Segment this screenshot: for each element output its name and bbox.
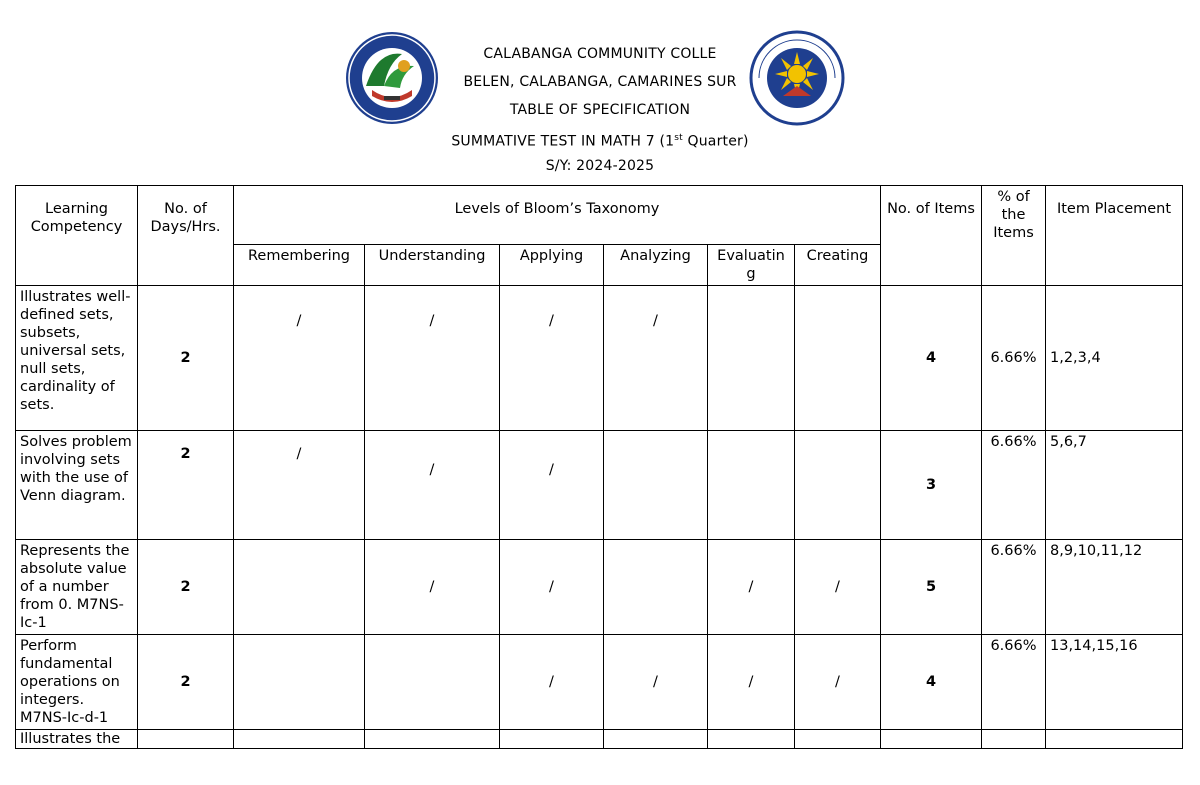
competency-cell: Illustrates the bbox=[16, 730, 138, 749]
header-row bbox=[16, 186, 1183, 245]
mark-understanding bbox=[365, 635, 500, 730]
mark-creating: / bbox=[795, 635, 881, 730]
level-applying: Applying bbox=[500, 245, 604, 286]
mark-understanding: / bbox=[365, 286, 500, 431]
specification-table bbox=[15, 185, 1183, 749]
mark-understanding: / bbox=[365, 540, 500, 635]
mark-creating: / bbox=[795, 540, 881, 635]
competency-cell: Represents the absolute value of a number from 0. M7NS-Ic-1 bbox=[16, 540, 138, 635]
mark-analyzing: / bbox=[604, 635, 708, 730]
mark-applying: / bbox=[500, 431, 604, 540]
level-analyzing: Analyzing bbox=[604, 245, 708, 286]
mark-applying bbox=[500, 730, 604, 749]
items-cell: 4 bbox=[881, 286, 982, 431]
items-cell: 3 bbox=[881, 431, 982, 540]
days-cell: 2 bbox=[138, 635, 234, 730]
mark-remembering: / bbox=[234, 431, 365, 540]
document-header bbox=[0, 0, 1200, 185]
mark-analyzing bbox=[604, 540, 708, 635]
header-no-of-items: No. of Items bbox=[881, 186, 982, 286]
competency-cell: Perform fundamental operations on integers. M7NS-Ic-d-1 bbox=[16, 635, 138, 730]
percent-cell: 6.66% bbox=[982, 540, 1046, 635]
mark-analyzing bbox=[604, 431, 708, 540]
mark-evaluating: / bbox=[708, 540, 795, 635]
level-remembering: Remembering bbox=[234, 245, 365, 286]
level-evaluating: Evaluatin g bbox=[708, 245, 795, 286]
document-title: TABLE OF SPECIFICATION bbox=[509, 102, 691, 118]
mark-understanding bbox=[365, 730, 500, 749]
college-address: BELEN, CALABANGA, CAMARINES SUR bbox=[463, 74, 737, 90]
level-creating: Creating bbox=[795, 245, 881, 286]
placement-cell: 13,14,15,16 bbox=[1046, 635, 1183, 730]
mark-applying: / bbox=[500, 540, 604, 635]
items-cell bbox=[881, 730, 982, 749]
mark-evaluating bbox=[708, 286, 795, 431]
mark-analyzing: / bbox=[604, 286, 708, 431]
mark-remembering bbox=[234, 730, 365, 749]
mark-creating bbox=[795, 431, 881, 540]
mark-remembering bbox=[234, 635, 365, 730]
percent-cell bbox=[982, 730, 1046, 749]
mark-applying: / bbox=[500, 286, 604, 431]
placement-cell: 5,6,7 bbox=[1046, 431, 1183, 540]
level-understanding: Understanding bbox=[365, 245, 500, 286]
header-competency: Learning Competency bbox=[16, 186, 138, 286]
competency-cell: Solves problem involving sets with the use of Venn diagram. bbox=[16, 431, 138, 540]
header-item-placement: Item Placement bbox=[1046, 186, 1183, 286]
header-percent-items: % of the Items bbox=[982, 186, 1046, 286]
table-row bbox=[16, 635, 1183, 730]
mark-analyzing bbox=[604, 730, 708, 749]
percent-cell: 6.66% bbox=[982, 286, 1046, 431]
mark-remembering bbox=[234, 540, 365, 635]
items-cell: 4 bbox=[881, 635, 982, 730]
ched-seal-logo bbox=[749, 30, 845, 130]
header-days: No. of Days/Hrs. bbox=[138, 186, 234, 286]
mark-remembering: / bbox=[234, 286, 365, 431]
percent-cell: 6.66% bbox=[982, 635, 1046, 730]
placement-cell: 8,9,10,11,12 bbox=[1046, 540, 1183, 635]
test-title: SUMMATIVE TEST IN MATH 7 (1st Quarter) bbox=[451, 133, 749, 150]
days-cell: 2 bbox=[138, 540, 234, 635]
placement-cell: 1,2,3,4 bbox=[1046, 286, 1183, 431]
header-blooms-taxonomy: Levels of Bloom’s Taxonomy bbox=[234, 186, 881, 245]
placement-cell bbox=[1046, 730, 1183, 749]
table-row bbox=[16, 286, 1183, 431]
mark-evaluating bbox=[708, 431, 795, 540]
items-cell: 5 bbox=[881, 540, 982, 635]
table-row bbox=[16, 730, 1183, 749]
mark-creating bbox=[795, 730, 881, 749]
mark-understanding: / bbox=[365, 431, 500, 540]
mark-applying: / bbox=[500, 635, 604, 730]
mark-evaluating bbox=[708, 730, 795, 749]
college-name: CALABANGA COMMUNITY COLLE bbox=[483, 46, 717, 62]
competency-cell: Illustrates well-defined sets, subsets, universal sets, null sets, cardinality of sets. bbox=[16, 286, 138, 431]
days-cell: 2 bbox=[138, 431, 234, 540]
mark-evaluating: / bbox=[708, 635, 795, 730]
mark-creating bbox=[795, 286, 881, 431]
table-row bbox=[16, 431, 1183, 540]
percent-cell: 6.66% bbox=[982, 431, 1046, 540]
school-year: S/Y: 2024-2025 bbox=[545, 158, 655, 174]
table-row bbox=[16, 540, 1183, 635]
days-cell: 2 bbox=[138, 286, 234, 431]
days-cell bbox=[138, 730, 234, 749]
